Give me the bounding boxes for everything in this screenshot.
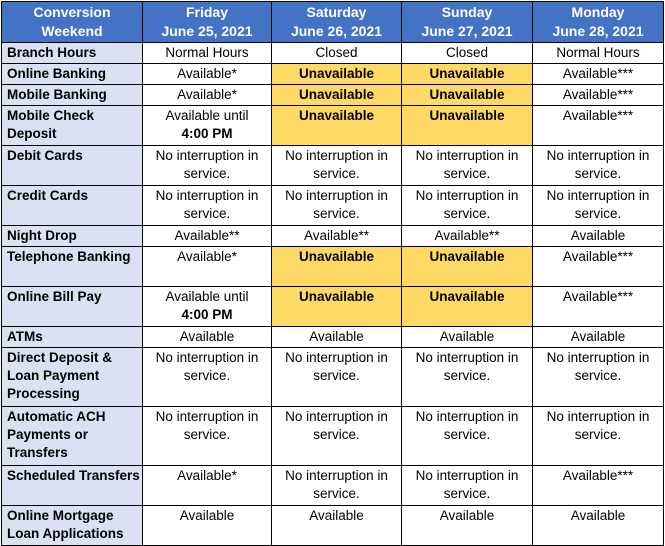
cell-monday: No interruption in service. (533, 186, 664, 226)
table-row (2, 226, 664, 247)
conversion-weekend-table (1, 1, 664, 546)
cell-friday: Available until 4:00 PM (143, 287, 272, 327)
service-name: Night Drop (2, 226, 143, 247)
cell-saturday: No interruption in service. (272, 348, 402, 407)
cell-friday: Available (143, 506, 272, 546)
cell-saturday: Unavailable (272, 287, 402, 327)
cell-saturday: Unavailable (272, 106, 402, 146)
cell-friday: No interruption in service. (143, 186, 272, 226)
cell-friday: No interruption in service. (143, 146, 272, 186)
cell-sunday: Unavailable (402, 247, 533, 287)
cell-friday: Available* (143, 85, 272, 106)
cell-sunday: No interruption in service. (402, 146, 533, 186)
table-row (2, 247, 664, 287)
cell-sunday: Available (402, 327, 533, 348)
cell-saturday: Unavailable (272, 64, 402, 85)
service-name: Online Mortgage Loan Applications (2, 506, 143, 546)
cell-monday: No interruption in service. (533, 407, 664, 466)
cell-monday: Available*** (533, 247, 664, 287)
cell-friday: Available* (143, 466, 272, 506)
cell-sunday: Available** (402, 226, 533, 247)
cell-monday: Available*** (533, 106, 664, 146)
cell-monday: Available*** (533, 64, 664, 85)
cell-sunday: No interruption in service. (402, 466, 533, 506)
service-name: Branch Hours (2, 43, 143, 64)
header-row (2, 2, 664, 43)
table-row (2, 407, 664, 466)
cell-friday: No interruption in service. (143, 348, 272, 407)
table-row (2, 348, 664, 407)
cell-saturday: Available** (272, 226, 402, 247)
cell-monday: Available*** (533, 287, 664, 327)
header-monday: Monday June 28, 2021 (533, 2, 664, 43)
cell-sunday: Closed (402, 43, 533, 64)
cell-sunday: Unavailable (402, 287, 533, 327)
cell-saturday: No interruption in service. (272, 466, 402, 506)
cell-friday: Available** (143, 226, 272, 247)
table-row (2, 186, 664, 226)
cell-saturday: No interruption in service. (272, 146, 402, 186)
table-row (2, 146, 664, 186)
cell-sunday: Available (402, 506, 533, 546)
cell-friday: Available until 4:00 PM (143, 106, 272, 146)
table-row (2, 506, 664, 546)
cell-sunday: No interruption in service. (402, 186, 533, 226)
table-row (2, 85, 664, 106)
service-name: Online Banking (2, 64, 143, 85)
header-conversion-weekend: Conversion Weekend (2, 2, 143, 43)
cell-saturday: Unavailable (272, 85, 402, 106)
cell-monday: No interruption in service. (533, 146, 664, 186)
cell-saturday: Unavailable (272, 247, 402, 287)
table-row (2, 327, 664, 348)
cell-sunday: No interruption in service. (402, 407, 533, 466)
service-name: Debit Cards (2, 146, 143, 186)
service-name: Telephone Banking (2, 247, 143, 287)
cell-sunday: Unavailable (402, 85, 533, 106)
service-name: Online Bill Pay (2, 287, 143, 327)
service-name: Automatic ACH Payments or Transfers (2, 407, 143, 466)
table-row (2, 287, 664, 327)
service-name: Direct Deposit & Loan Payment Processing (2, 348, 143, 407)
cell-monday: No interruption in service. (533, 348, 664, 407)
cell-friday: No interruption in service. (143, 407, 272, 466)
cell-friday: Available (143, 327, 272, 348)
cell-friday: Available* (143, 247, 272, 287)
cell-monday: Normal Hours (533, 43, 664, 64)
table-row (2, 106, 664, 146)
table-row (2, 43, 664, 64)
service-name: Mobile Check Deposit (2, 106, 143, 146)
cell-saturday: No interruption in service. (272, 407, 402, 466)
cell-monday: Available (533, 506, 664, 546)
cell-monday: Available (533, 327, 664, 348)
cell-saturday: No interruption in service. (272, 186, 402, 226)
cell-monday: Available (533, 226, 664, 247)
cell-saturday: Available (272, 327, 402, 348)
service-name: ATMs (2, 327, 143, 348)
table-row (2, 64, 664, 85)
header-friday: Friday June 25, 2021 (143, 2, 272, 43)
cell-sunday: Unavailable (402, 64, 533, 85)
cell-sunday: No interruption in service. (402, 348, 533, 407)
cell-monday: Available*** (533, 85, 664, 106)
service-name: Credit Cards (2, 186, 143, 226)
cell-sunday: Unavailable (402, 106, 533, 146)
cell-saturday: Closed (272, 43, 402, 64)
cell-friday: Available* (143, 64, 272, 85)
header-saturday: Saturday June 26, 2021 (272, 2, 402, 43)
header-sunday: Sunday June 27, 2021 (402, 2, 533, 43)
cell-saturday: Available (272, 506, 402, 546)
table-row (2, 466, 664, 506)
cell-friday: Normal Hours (143, 43, 272, 64)
service-name: Mobile Banking (2, 85, 143, 106)
cell-monday: Available*** (533, 466, 664, 506)
service-name: Scheduled Transfers (2, 466, 143, 506)
